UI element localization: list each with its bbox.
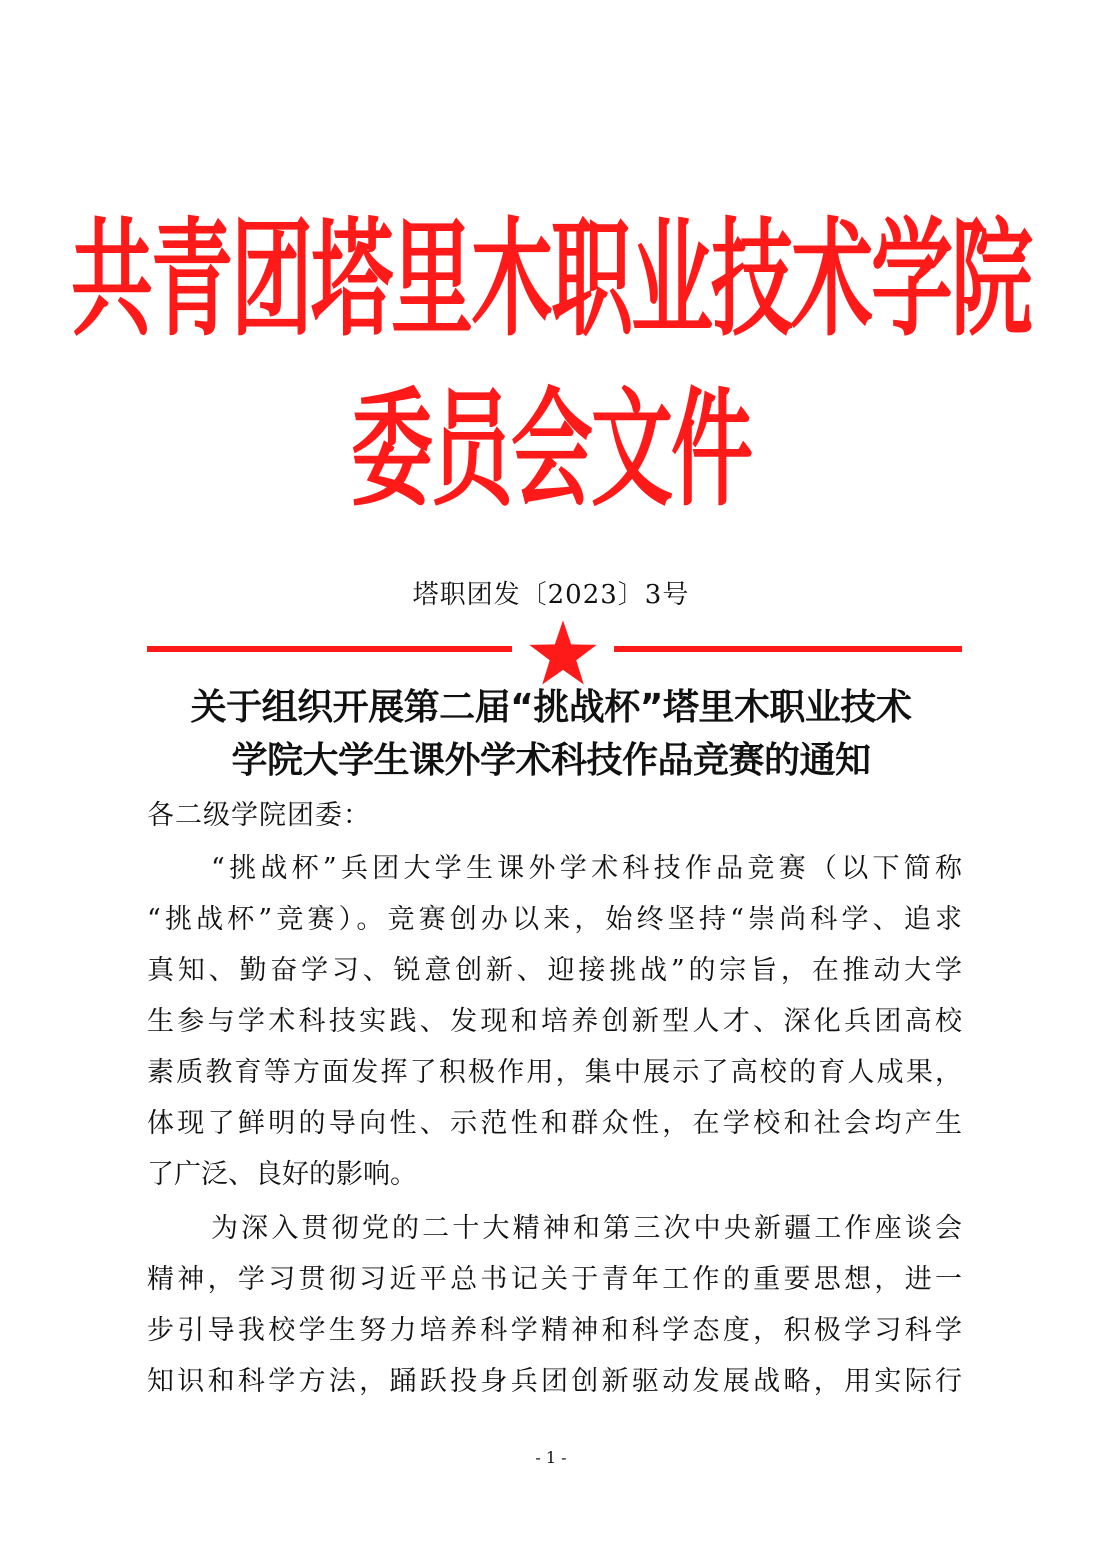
paragraph-1-line: 素质教育等方面发挥了积极作用，集中展示了高校的育人成果，	[147, 1057, 962, 1088]
header-title-line1: 共青团塔里木职业技术学院	[70, 207, 1031, 355]
star-shape	[529, 620, 596, 684]
header-title-line2: 委员会文件	[350, 377, 751, 525]
paragraph-2-line: 步引导我校学生努力培养科学精神和科学态度，积极学习科学	[147, 1315, 962, 1346]
star-icon	[522, 619, 604, 685]
page-number: - 1 -	[535, 1448, 567, 1467]
paragraph-2-line: 为深入贯彻党的二十大精神和第三次中央新疆工作座谈会	[211, 1213, 962, 1244]
paragraph-1-line: 体现了鲜明的导向性、示范性和群众性，在学校和社会均产生	[147, 1108, 962, 1139]
paragraph-1-line: 了广泛、良好的影响。	[147, 1159, 417, 1190]
paragraph-1-line: “挑战杯”竞赛）。竞赛创办以来，始终坚持“崇尚科学、追求	[147, 904, 962, 935]
paragraph-1-line: 真知、勤奋学习、锐意创新、迎接挑战”的宗旨，在推动大学	[147, 955, 962, 986]
notice-title-line2: 学院大学生课外学术科技作品竞赛的通知	[231, 740, 871, 781]
paragraph-2-line: 精神，学习贯彻习近平总书记关于青年工作的重要思想，进一	[147, 1264, 962, 1295]
paragraph-1-line: 生参与学术科技实践、发现和培养创新型人才、深化兵团高校	[147, 1006, 962, 1037]
paragraph-1-line: “挑战杯”兵团大学生课外学术科技作品竞赛（以下简称	[211, 853, 962, 884]
document-number: 塔职团发〔2023〕3号	[412, 580, 690, 610]
red-rule-right	[614, 646, 962, 652]
notice-title-line1: 关于组织开展第二届“挑战杯”塔里木职业技术	[190, 687, 912, 728]
salutation: 各二级学院团委：	[147, 800, 371, 831]
red-rule-left	[147, 646, 512, 652]
paragraph-2-line: 知识和科学方法，踊跃投身兵团创新驱动发展战略，用实际行	[147, 1366, 962, 1397]
